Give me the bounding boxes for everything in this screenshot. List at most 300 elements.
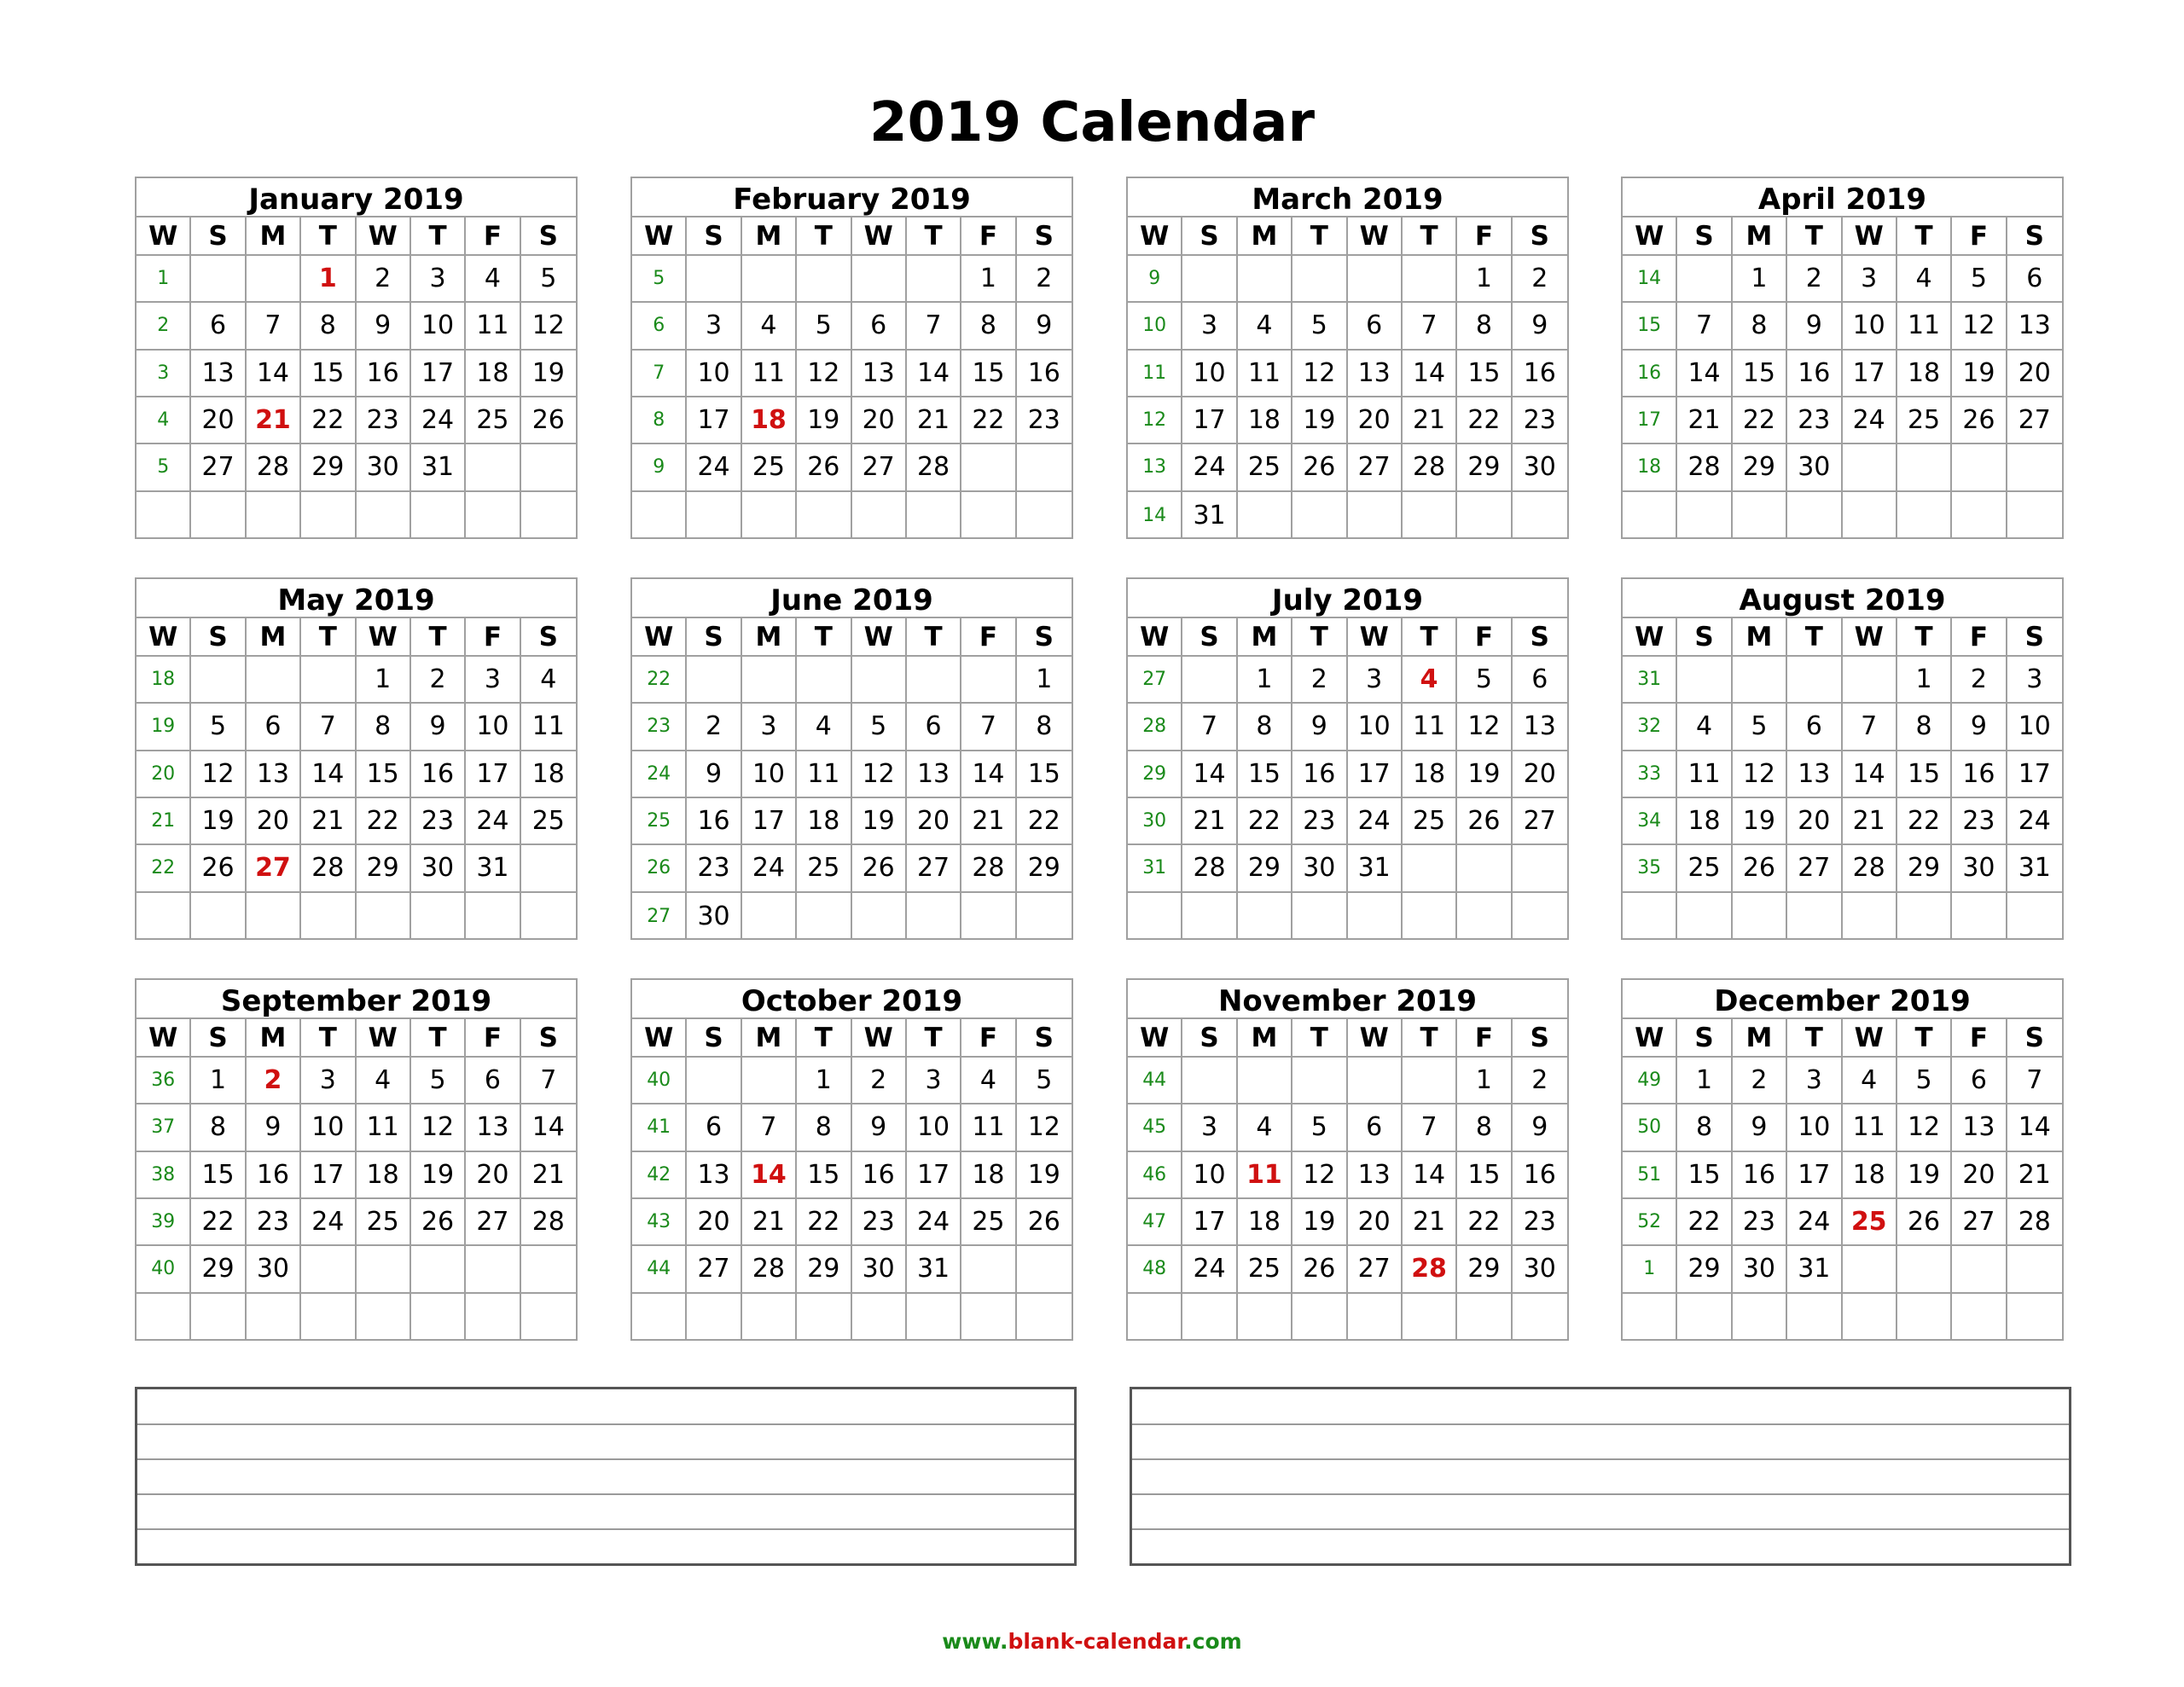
weekday-header: T <box>1292 217 1347 256</box>
weekday-header: W <box>357 217 411 256</box>
day-cell: 23 <box>852 1199 907 1246</box>
month-grid <box>1128 216 1567 539</box>
day-cell: 17 <box>1787 1152 1842 1199</box>
day-cell <box>961 1294 1016 1341</box>
day-cell: 9 <box>1513 1104 1567 1151</box>
notes-box-right[interactable] <box>1130 1387 2071 1566</box>
weekday-header: W <box>357 1019 411 1058</box>
week-number-header: W <box>1128 1019 1182 1058</box>
week-number: 43 <box>632 1199 687 1246</box>
weekday-header: T <box>1897 1019 1952 1058</box>
day-cell <box>1843 1294 1897 1341</box>
day-cell: 1 <box>1457 256 1512 303</box>
day-cell <box>1513 893 1567 940</box>
day-cell <box>1182 657 1237 704</box>
day-cell <box>411 492 466 539</box>
day-cell: 3 <box>1787 1058 1842 1104</box>
month-calendar <box>135 577 578 940</box>
day-cell <box>1292 492 1347 539</box>
day-cell: 17 <box>687 397 741 444</box>
weekday-header: S <box>1513 1019 1567 1058</box>
day-cell: 10 <box>1348 704 1403 751</box>
day-cell <box>961 893 1016 940</box>
note-line <box>137 1423 1074 1425</box>
day-cell: 18 <box>1843 1152 1897 1199</box>
day-cell <box>1513 1294 1567 1341</box>
week-number: 27 <box>1128 657 1182 704</box>
week-number-header: W <box>136 217 191 256</box>
weekday-header: W <box>1348 1019 1403 1058</box>
day-cell <box>852 492 907 539</box>
day-cell <box>1238 1058 1292 1104</box>
day-cell: 16 <box>1952 751 2007 798</box>
week-number: 9 <box>1128 256 1182 303</box>
day-cell: 5 <box>797 303 851 350</box>
month-title: May 2019 <box>277 583 435 617</box>
weekday-header: S <box>687 1019 741 1058</box>
day-cell <box>1403 256 1457 303</box>
day-cell <box>907 657 961 704</box>
weekday-header: S <box>521 618 576 657</box>
month-title: April 2019 <box>1757 183 1927 217</box>
week-number <box>1623 1294 1677 1341</box>
day-cell: 2 <box>1513 1058 1567 1104</box>
day-cell <box>852 657 907 704</box>
day-cell <box>1348 1294 1403 1341</box>
day-cell: 1 <box>1897 657 1952 704</box>
weekday-header: T <box>907 217 961 256</box>
day-cell: 24 <box>466 798 520 845</box>
week-number <box>136 893 191 940</box>
day-cell: 20 <box>247 798 301 845</box>
day-cell: 18 <box>797 798 851 845</box>
day-cell: 1 <box>1017 657 1072 704</box>
day-cell: 4 <box>357 1058 411 1104</box>
day-cell <box>1733 492 1787 539</box>
day-cell: 11 <box>1843 1104 1897 1151</box>
day-cell: 26 <box>1292 1246 1347 1293</box>
day-cell: 2 <box>1733 1058 1787 1104</box>
day-cell <box>1348 1058 1403 1104</box>
day-cell <box>1403 1058 1457 1104</box>
day-cell <box>1017 1294 1072 1341</box>
week-number: 41 <box>632 1104 687 1151</box>
week-number <box>1128 893 1182 940</box>
day-cell <box>907 893 961 940</box>
day-cell <box>907 256 961 303</box>
weekday-header: F <box>466 1019 520 1058</box>
weekday-header: F <box>466 618 520 657</box>
day-cell: 30 <box>247 1246 301 1293</box>
day-cell: 19 <box>1733 798 1787 845</box>
day-cell: 17 <box>301 1152 356 1199</box>
day-cell: 18 <box>1238 1199 1292 1246</box>
day-cell: 16 <box>1017 351 1072 397</box>
week-number: 17 <box>1623 397 1677 444</box>
weekday-header: M <box>247 618 301 657</box>
month-grid <box>632 1017 1072 1341</box>
weekday-header: T <box>1403 217 1457 256</box>
day-cell: 18 <box>1677 798 1732 845</box>
day-cell: 27 <box>2007 397 2062 444</box>
day-cell <box>521 1246 576 1293</box>
day-cell <box>797 893 851 940</box>
month-title: January 2019 <box>248 183 464 217</box>
day-cell: 20 <box>907 798 961 845</box>
day-cell: 5 <box>191 704 246 751</box>
day-cell: 25 <box>1677 845 1732 892</box>
day-cell: 11 <box>1238 351 1292 397</box>
day-cell <box>1017 1246 1072 1293</box>
day-cell: 15 <box>797 1152 851 1199</box>
day-cell: 3 <box>687 303 741 350</box>
day-cell <box>521 893 576 940</box>
day-cell <box>1348 256 1403 303</box>
day-cell: 2 <box>247 1058 301 1104</box>
day-cell: 26 <box>1017 1199 1072 1246</box>
month-title: August 2019 <box>1739 583 1946 617</box>
day-cell: 5 <box>1292 303 1347 350</box>
day-cell: 20 <box>1348 397 1403 444</box>
day-cell: 9 <box>1513 303 1567 350</box>
day-cell: 6 <box>1513 657 1567 704</box>
day-cell: 16 <box>1292 751 1347 798</box>
day-cell: 11 <box>961 1104 1016 1151</box>
day-cell <box>1733 657 1787 704</box>
weekday-header: T <box>411 618 466 657</box>
day-cell: 15 <box>1733 351 1787 397</box>
day-cell: 21 <box>247 397 301 444</box>
day-cell: 2 <box>1952 657 2007 704</box>
day-cell: 19 <box>521 351 576 397</box>
day-cell: 21 <box>1677 397 1732 444</box>
day-cell: 28 <box>2007 1199 2062 1246</box>
day-cell: 23 <box>1017 397 1072 444</box>
day-cell: 8 <box>1017 704 1072 751</box>
footer-url[interactable] <box>0 1627 2184 1656</box>
day-cell <box>742 893 797 940</box>
day-cell: 7 <box>742 1104 797 1151</box>
day-cell: 14 <box>1677 351 1732 397</box>
week-number: 49 <box>1623 1058 1677 1104</box>
day-cell: 4 <box>466 256 520 303</box>
week-number: 44 <box>632 1246 687 1293</box>
weekday-header: F <box>1952 618 2007 657</box>
day-cell: 23 <box>1513 1199 1567 1246</box>
day-cell: 18 <box>1897 351 1952 397</box>
day-cell: 25 <box>797 845 851 892</box>
day-cell <box>1843 657 1897 704</box>
day-cell: 24 <box>742 845 797 892</box>
day-cell <box>1733 893 1787 940</box>
day-cell: 26 <box>797 444 851 491</box>
day-cell <box>1843 444 1897 491</box>
day-cell: 24 <box>1182 1246 1237 1293</box>
day-cell <box>852 256 907 303</box>
day-cell: 12 <box>1457 704 1512 751</box>
day-cell <box>1238 893 1292 940</box>
day-cell <box>852 1294 907 1341</box>
day-cell: 20 <box>1952 1152 2007 1199</box>
weekday-header: S <box>2007 618 2062 657</box>
day-cell <box>1787 657 1842 704</box>
day-cell: 29 <box>797 1246 851 1293</box>
week-number: 36 <box>136 1058 191 1104</box>
day-cell: 15 <box>1677 1152 1732 1199</box>
week-number: 44 <box>1128 1058 1182 1104</box>
day-cell <box>1292 1294 1347 1341</box>
weekday-header: S <box>1677 217 1732 256</box>
day-cell: 15 <box>961 351 1016 397</box>
day-cell: 3 <box>1182 1104 1237 1151</box>
month-grid <box>1128 617 1567 940</box>
day-cell: 25 <box>1403 798 1457 845</box>
day-cell: 22 <box>961 397 1016 444</box>
day-cell: 29 <box>357 845 411 892</box>
week-number: 46 <box>1128 1152 1182 1199</box>
day-cell: 17 <box>1843 351 1897 397</box>
day-cell <box>1952 1294 2007 1341</box>
weekday-header: T <box>1403 1019 1457 1058</box>
day-cell <box>247 256 301 303</box>
week-number: 51 <box>1623 1152 1677 1199</box>
day-cell <box>742 492 797 539</box>
day-cell: 1 <box>1457 1058 1512 1104</box>
day-cell <box>1017 444 1072 491</box>
day-cell: 30 <box>1733 1246 1787 1293</box>
week-number: 18 <box>136 657 191 704</box>
day-cell: 16 <box>1733 1152 1787 1199</box>
weekday-header: W <box>852 1019 907 1058</box>
note-line <box>1132 1528 2069 1530</box>
day-cell: 22 <box>1677 1199 1732 1246</box>
day-cell: 20 <box>466 1152 520 1199</box>
day-cell: 14 <box>1403 1152 1457 1199</box>
day-cell: 27 <box>1952 1199 2007 1246</box>
day-cell: 25 <box>1897 397 1952 444</box>
day-cell <box>687 1294 741 1341</box>
month-grid <box>1623 1017 2062 1341</box>
day-cell: 28 <box>1403 1246 1457 1293</box>
day-cell <box>1843 1246 1897 1293</box>
day-cell <box>1733 1294 1787 1341</box>
day-cell: 12 <box>1017 1104 1072 1151</box>
day-cell <box>1677 492 1732 539</box>
day-cell <box>907 1294 961 1341</box>
day-cell: 29 <box>1897 845 1952 892</box>
day-cell: 21 <box>1403 397 1457 444</box>
month-calendar <box>1621 177 2064 539</box>
weekday-header: S <box>1017 618 1072 657</box>
day-cell <box>797 657 851 704</box>
day-cell: 1 <box>961 256 1016 303</box>
day-cell: 16 <box>247 1152 301 1199</box>
day-cell <box>1182 1294 1237 1341</box>
weekday-header: F <box>961 1019 1016 1058</box>
day-cell: 11 <box>1897 303 1952 350</box>
day-cell: 7 <box>1403 303 1457 350</box>
weekday-header: T <box>411 217 466 256</box>
day-cell <box>961 492 1016 539</box>
day-cell: 14 <box>907 351 961 397</box>
day-cell <box>247 657 301 704</box>
weekday-header: S <box>521 1019 576 1058</box>
day-cell: 14 <box>1403 351 1457 397</box>
day-cell <box>1403 893 1457 940</box>
month-grid <box>136 1017 576 1341</box>
day-cell: 9 <box>1952 704 2007 751</box>
week-number: 30 <box>1128 798 1182 845</box>
day-cell <box>466 492 520 539</box>
day-cell: 3 <box>2007 657 2062 704</box>
day-cell <box>301 893 356 940</box>
day-cell: 4 <box>1238 303 1292 350</box>
day-cell: 21 <box>1403 1199 1457 1246</box>
weekday-header: S <box>1677 1019 1732 1058</box>
weekday-header: T <box>1897 618 1952 657</box>
day-cell: 12 <box>1292 351 1347 397</box>
day-cell: 28 <box>1677 444 1732 491</box>
day-cell <box>301 1246 356 1293</box>
month-grid <box>1623 216 2062 539</box>
day-cell: 15 <box>1897 751 1952 798</box>
day-cell: 31 <box>907 1246 961 1293</box>
day-cell: 24 <box>907 1199 961 1246</box>
day-cell <box>1897 492 1952 539</box>
day-cell: 1 <box>797 1058 851 1104</box>
note-line <box>1132 1423 2069 1425</box>
day-cell: 20 <box>1348 1199 1403 1246</box>
day-cell <box>357 893 411 940</box>
day-cell: 26 <box>1457 798 1512 845</box>
day-cell: 9 <box>1017 303 1072 350</box>
weekday-header: M <box>247 1019 301 1058</box>
weekday-header: S <box>1017 217 1072 256</box>
day-cell: 23 <box>411 798 466 845</box>
day-cell <box>1403 1294 1457 1341</box>
day-cell: 10 <box>2007 704 2062 751</box>
day-cell: 8 <box>357 704 411 751</box>
day-cell: 28 <box>1182 845 1237 892</box>
day-cell: 2 <box>852 1058 907 1104</box>
day-cell: 1 <box>1733 256 1787 303</box>
day-cell <box>357 1294 411 1341</box>
day-cell: 16 <box>687 798 741 845</box>
day-cell: 19 <box>1952 351 2007 397</box>
month-title: July 2019 <box>1271 583 1424 617</box>
day-cell: 20 <box>852 397 907 444</box>
week-number: 18 <box>1623 444 1677 491</box>
day-cell <box>1182 893 1237 940</box>
day-cell: 26 <box>521 397 576 444</box>
month-title: February 2019 <box>733 183 971 217</box>
day-cell: 24 <box>1182 444 1237 491</box>
day-cell: 6 <box>687 1104 741 1151</box>
day-cell: 26 <box>1292 444 1347 491</box>
day-cell: 25 <box>1238 1246 1292 1293</box>
week-number: 11 <box>1128 351 1182 397</box>
day-cell: 8 <box>1677 1104 1732 1151</box>
day-cell: 14 <box>2007 1104 2062 1151</box>
day-cell: 11 <box>797 751 851 798</box>
day-cell <box>1843 893 1897 940</box>
weekday-header: F <box>961 217 1016 256</box>
day-cell <box>357 1246 411 1293</box>
week-number <box>632 1294 687 1341</box>
day-cell: 23 <box>1733 1199 1787 1246</box>
day-cell: 7 <box>301 704 356 751</box>
weekday-header: W <box>852 217 907 256</box>
day-cell <box>1292 1058 1347 1104</box>
day-cell: 8 <box>1733 303 1787 350</box>
month-calendar <box>1621 577 2064 940</box>
day-cell: 22 <box>1238 798 1292 845</box>
day-cell: 24 <box>1843 397 1897 444</box>
day-cell: 12 <box>521 303 576 350</box>
day-cell: 5 <box>521 256 576 303</box>
week-number: 24 <box>632 751 687 798</box>
week-number: 25 <box>632 798 687 845</box>
day-cell: 3 <box>742 704 797 751</box>
week-number-header: W <box>1623 217 1677 256</box>
day-cell: 17 <box>742 798 797 845</box>
day-cell: 14 <box>961 751 1016 798</box>
day-cell: 7 <box>961 704 1016 751</box>
day-cell: 30 <box>1292 845 1347 892</box>
weekday-header: F <box>961 618 1016 657</box>
day-cell: 4 <box>797 704 851 751</box>
month-calendar <box>1126 577 1569 940</box>
week-number: 22 <box>136 845 191 892</box>
day-cell: 22 <box>357 798 411 845</box>
day-cell: 24 <box>2007 798 2062 845</box>
day-cell <box>1843 492 1897 539</box>
day-cell: 17 <box>411 351 466 397</box>
day-cell: 6 <box>247 704 301 751</box>
weekday-header: S <box>1677 618 1732 657</box>
day-cell: 10 <box>907 1104 961 1151</box>
day-cell: 29 <box>1238 845 1292 892</box>
weekday-header: S <box>521 217 576 256</box>
day-cell: 29 <box>1017 845 1072 892</box>
day-cell: 30 <box>1513 1246 1567 1293</box>
day-cell <box>1403 845 1457 892</box>
day-cell: 21 <box>742 1199 797 1246</box>
day-cell: 21 <box>961 798 1016 845</box>
day-cell: 5 <box>411 1058 466 1104</box>
week-number <box>1128 1294 1182 1341</box>
week-number: 31 <box>1128 845 1182 892</box>
weekday-header: S <box>191 618 246 657</box>
notes-box-left[interactable] <box>135 1387 1077 1566</box>
day-cell: 8 <box>301 303 356 350</box>
day-cell: 9 <box>247 1104 301 1151</box>
month-title: October 2019 <box>741 984 963 1018</box>
day-cell: 4 <box>1897 256 1952 303</box>
day-cell: 9 <box>357 303 411 350</box>
day-cell <box>357 492 411 539</box>
week-number: 16 <box>1623 351 1677 397</box>
day-cell: 10 <box>687 351 741 397</box>
week-number-header: W <box>1128 618 1182 657</box>
day-cell: 12 <box>852 751 907 798</box>
day-cell: 14 <box>742 1152 797 1199</box>
day-cell: 10 <box>1843 303 1897 350</box>
day-cell: 19 <box>191 798 246 845</box>
week-number: 42 <box>632 1152 687 1199</box>
day-cell: 16 <box>1787 351 1842 397</box>
day-cell: 3 <box>1182 303 1237 350</box>
